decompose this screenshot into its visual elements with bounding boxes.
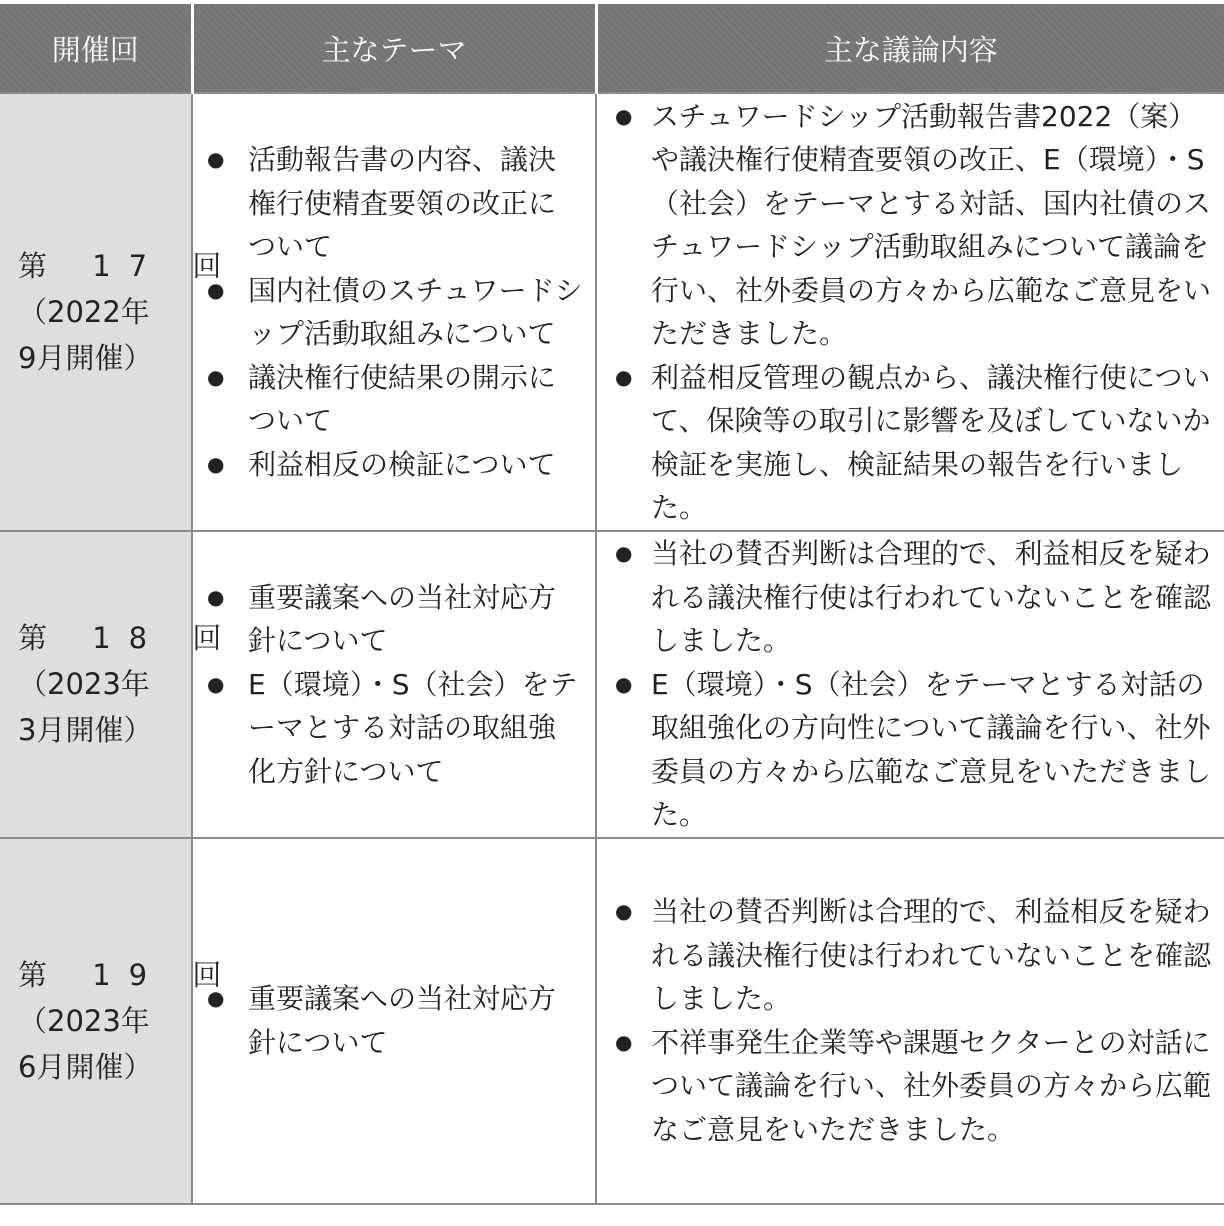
topic-text: 利益相反管理の観点から、議決権行使について、保険等の取引に影響を及ぼしていないか検証を実施し、検証結果の報告を行いました。 <box>651 360 1211 524</box>
list-item <box>597 532 1224 663</box>
theme-text: 国内社債のスチュワードシップ活動取組みについて <box>248 273 583 350</box>
list-item <box>193 138 595 269</box>
list-item <box>193 443 595 487</box>
bullet-icon: ● <box>615 671 633 696</box>
list-item <box>193 663 595 794</box>
topic-list <box>597 890 1224 1151</box>
theme-list <box>193 138 595 486</box>
bullet-icon: ● <box>207 364 225 389</box>
theme-cell <box>192 838 596 1204</box>
session-number: 第 18 回 <box>18 621 240 656</box>
theme-list <box>193 977 595 1064</box>
list-item <box>597 890 1224 1021</box>
theme-cell <box>192 531 596 838</box>
header-row <box>0 4 1224 93</box>
topic-text: スチュワードシップ活動報告書2022（案）や議決権行使精査要領の改正、E（環境）・S（社会）をテーマとする対話、国内社債のスチュワードシップ活動取組みについて議論を行い、社外委員の方々から広範なご意見をいただきました。 <box>651 99 1212 350</box>
session-month: 9月開催） <box>18 341 153 375</box>
bullet-icon: ● <box>615 103 633 128</box>
bullet-icon: ● <box>207 147 225 171</box>
topic-text: 不祥事発生企業等や課題セクターとの対話について議論を行い、社外委員の方々から広範なご意見をいただきました。 <box>651 1025 1212 1146</box>
session-month: 3月開催） <box>18 713 153 748</box>
bullet-icon: ● <box>207 277 225 302</box>
session-label <box>0 615 240 753</box>
theme-text: 議決権行使結果の開示について <box>248 360 557 437</box>
topic-text: 当社の賛否判断は合理的で、利益相反を疑われる議決権行使は行われていないことを確認しました。 <box>651 537 1212 657</box>
header-session: 開催回 <box>0 4 192 93</box>
topic-text: 当社の賛否判断は合理的で、利益相反を疑われる議決権行使は行われていないことを確認しました。 <box>651 895 1212 1015</box>
topic-cell <box>596 838 1224 1204</box>
header-topics: 主な議論内容 <box>596 4 1224 93</box>
theme-cell <box>192 93 596 531</box>
bullet-icon: ● <box>207 451 225 476</box>
list-item <box>597 356 1224 530</box>
table-row-19 <box>0 838 1224 1204</box>
bullet-icon: ● <box>207 986 225 1010</box>
list-item <box>597 663 1224 837</box>
list-item <box>597 95 1224 356</box>
list-item <box>193 977 595 1064</box>
theme-text: 活動報告書の内容、議決権行使精査要領の改正について <box>248 143 557 263</box>
session-year: （2023年 <box>18 1003 150 1038</box>
session-year: （2022年 <box>18 295 150 329</box>
committee-table <box>0 4 1224 1205</box>
bullet-icon: ● <box>615 1029 633 1054</box>
bullet-icon: ● <box>615 899 633 923</box>
topic-list <box>597 95 1224 530</box>
bullet-icon: ● <box>615 364 633 389</box>
theme-list <box>193 576 595 794</box>
list-item <box>193 356 595 443</box>
theme-text: 重要議案への当社対応方針について <box>248 982 557 1059</box>
topic-list <box>597 532 1224 837</box>
table-row-18 <box>0 531 1224 838</box>
bullet-icon: ● <box>207 671 225 696</box>
session-cell <box>0 838 240 1204</box>
list-item <box>597 1021 1224 1152</box>
theme-text: 重要議案への当社対応方針について <box>248 580 557 657</box>
session-number: 第 17 回 <box>18 249 240 283</box>
session-year: （2023年 <box>18 667 150 702</box>
table-row-17 <box>0 93 1224 531</box>
list-item <box>193 269 595 356</box>
theme-text: 利益相反の検証について <box>248 447 556 481</box>
bullet-icon: ● <box>615 541 633 565</box>
session-label <box>0 243 240 381</box>
session-month: 6月開催） <box>18 1049 153 1084</box>
topic-cell <box>596 93 1224 531</box>
session-number: 第 19 回 <box>18 957 240 992</box>
bullet-icon: ● <box>207 584 225 609</box>
topic-text: E（環境）・S（社会）をテーマとする対話の取組強化の方向性について議論を行い、社外委員の方々から広範なご意見をいただきました。 <box>651 667 1212 831</box>
theme-text: E（環境）・S（社会）をテーマとする対話の取組強化方針について <box>248 667 578 788</box>
topic-cell <box>596 531 1224 838</box>
header-theme: 主なテーマ <box>192 4 596 93</box>
session-cell <box>0 531 240 838</box>
list-item <box>193 576 595 663</box>
session-cell <box>0 93 240 531</box>
session-label <box>0 952 240 1090</box>
